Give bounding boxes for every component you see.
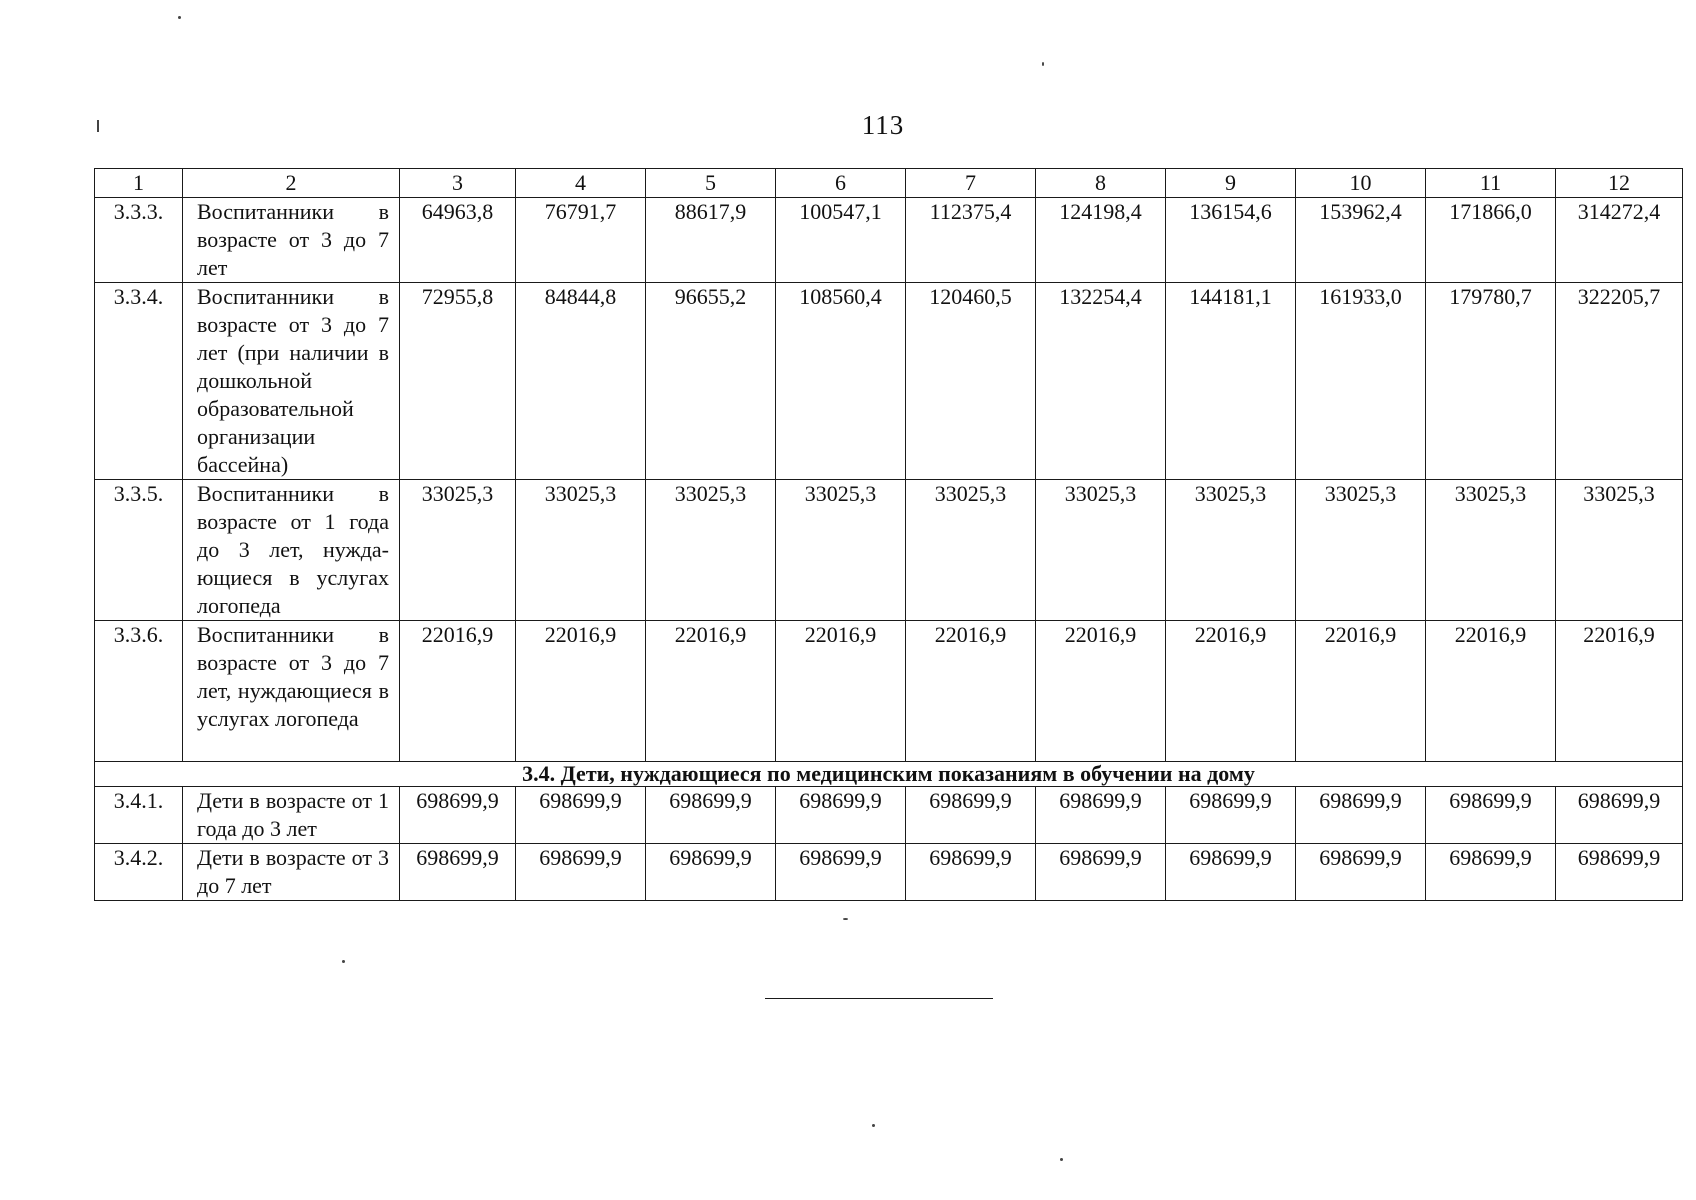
column-number: 9 [1166,169,1296,198]
row-name: Воспитанники в возрасте от 3 до 7 лет (при наличии в дошкольной образовательной организации бассейна) [183,283,400,480]
scan-speck [97,120,99,132]
column-number: 4 [516,169,646,198]
row-code: 3.3.5. [95,480,183,621]
value-cell: 698699,9 [776,844,906,901]
value-cell: 698699,9 [646,787,776,844]
value-cell: 698699,9 [1426,787,1556,844]
scan-speck [1042,62,1044,66]
value-cell: 124198,4 [1036,198,1166,283]
table-row [95,621,1683,762]
value-cell: 171866,0 [1426,198,1556,283]
value-cell: 22016,9 [1426,621,1556,762]
value-cell: 161933,0 [1296,283,1426,480]
column-number: 1 [95,169,183,198]
table-row [95,283,1683,480]
value-cell: 698699,9 [1556,787,1683,844]
row-code: 3.3.3. [95,198,183,283]
value-cell: 108560,4 [776,283,906,480]
page-number: 113 [861,110,905,140]
value-cell: 698699,9 [776,787,906,844]
section-row [95,762,1683,787]
value-cell: 698699,9 [646,844,776,901]
value-cell: 72955,8 [400,283,516,480]
value-cell: 33025,3 [400,480,516,621]
value-cell: 64963,8 [400,198,516,283]
value-cell: 22016,9 [646,621,776,762]
row-name: Дети в возрасте от 3 до 7 лет [183,844,400,901]
value-cell: 698699,9 [906,844,1036,901]
value-cell: 698699,9 [1166,844,1296,901]
value-cell: 144181,1 [1166,283,1296,480]
value-cell: 22016,9 [516,621,646,762]
tariff-table [94,168,1683,901]
column-number: 3 [400,169,516,198]
column-number: 5 [646,169,776,198]
value-cell: 698699,9 [400,844,516,901]
scan-speck [1060,1158,1063,1161]
value-cell: 22016,9 [776,621,906,762]
value-cell: 132254,4 [1036,283,1166,480]
value-cell: 100547,1 [776,198,906,283]
value-cell: 698699,9 [1036,787,1166,844]
value-cell: 179780,7 [1426,283,1556,480]
value-cell: 136154,6 [1166,198,1296,283]
value-cell: 698699,9 [1166,787,1296,844]
value-cell: 698699,9 [400,787,516,844]
column-number: 10 [1296,169,1426,198]
value-cell: 22016,9 [1556,621,1683,762]
value-cell: 120460,5 [906,283,1036,480]
value-cell: 33025,3 [1426,480,1556,621]
column-number: 6 [776,169,906,198]
scan-speck [342,960,345,963]
value-cell: 88617,9 [646,198,776,283]
column-number: 2 [183,169,400,198]
column-number: 8 [1036,169,1166,198]
row-code: 3.3.6. [95,621,183,762]
section-title: 3.4. Дети, нуждающиеся по медицинским показаниям в обучении на дому [95,762,1683,787]
value-cell: 33025,3 [776,480,906,621]
value-cell: 698699,9 [516,844,646,901]
column-number: 7 [906,169,1036,198]
row-name: Дети в возрасте от 1 года до 3 лет [183,787,400,844]
column-number-row [95,169,1683,198]
value-cell: 33025,3 [1296,480,1426,621]
value-cell: 22016,9 [906,621,1036,762]
value-cell: 84844,8 [516,283,646,480]
value-cell: 33025,3 [1556,480,1683,621]
value-cell: 314272,4 [1556,198,1683,283]
row-code: 3.3.4. [95,283,183,480]
scan-speck [872,1124,875,1127]
scan-speck [178,16,181,19]
end-rule [765,998,993,999]
value-cell: 33025,3 [516,480,646,621]
column-number: 12 [1556,169,1683,198]
value-cell: 112375,4 [906,198,1036,283]
column-number: 11 [1426,169,1556,198]
value-cell: 96655,2 [646,283,776,480]
value-cell: 698699,9 [1036,844,1166,901]
value-cell: 33025,3 [646,480,776,621]
value-cell: 153962,4 [1296,198,1426,283]
row-code: 3.4.2. [95,844,183,901]
value-cell: 76791,7 [516,198,646,283]
value-cell: 698699,9 [516,787,646,844]
value-cell: 22016,9 [1296,621,1426,762]
value-cell: 698699,9 [1426,844,1556,901]
row-name: Воспитанники в возрасте от 3 до 7 лет, нуждающиеся в услугах логопеда [183,621,400,762]
value-cell: 698699,9 [906,787,1036,844]
scan-speck [843,918,848,920]
value-cell: 322205,7 [1556,283,1683,480]
table-row [95,198,1683,283]
value-cell: 698699,9 [1296,844,1426,901]
value-cell: 33025,3 [1036,480,1166,621]
value-cell: 22016,9 [1166,621,1296,762]
table-row [95,787,1683,844]
table-row [95,480,1683,621]
value-cell: 33025,3 [1166,480,1296,621]
value-cell: 22016,9 [1036,621,1166,762]
value-cell: 33025,3 [906,480,1036,621]
row-code: 3.4.1. [95,787,183,844]
row-name: Воспитанники в возрасте от 1 года до 3 лет, нуждающиеся в услугах логопеда [183,480,400,621]
table-row [95,844,1683,901]
value-cell: 698699,9 [1296,787,1426,844]
row-name: Воспитанники в возрасте от 3 до 7 лет [183,198,400,283]
value-cell: 698699,9 [1556,844,1683,901]
value-cell: 22016,9 [400,621,516,762]
